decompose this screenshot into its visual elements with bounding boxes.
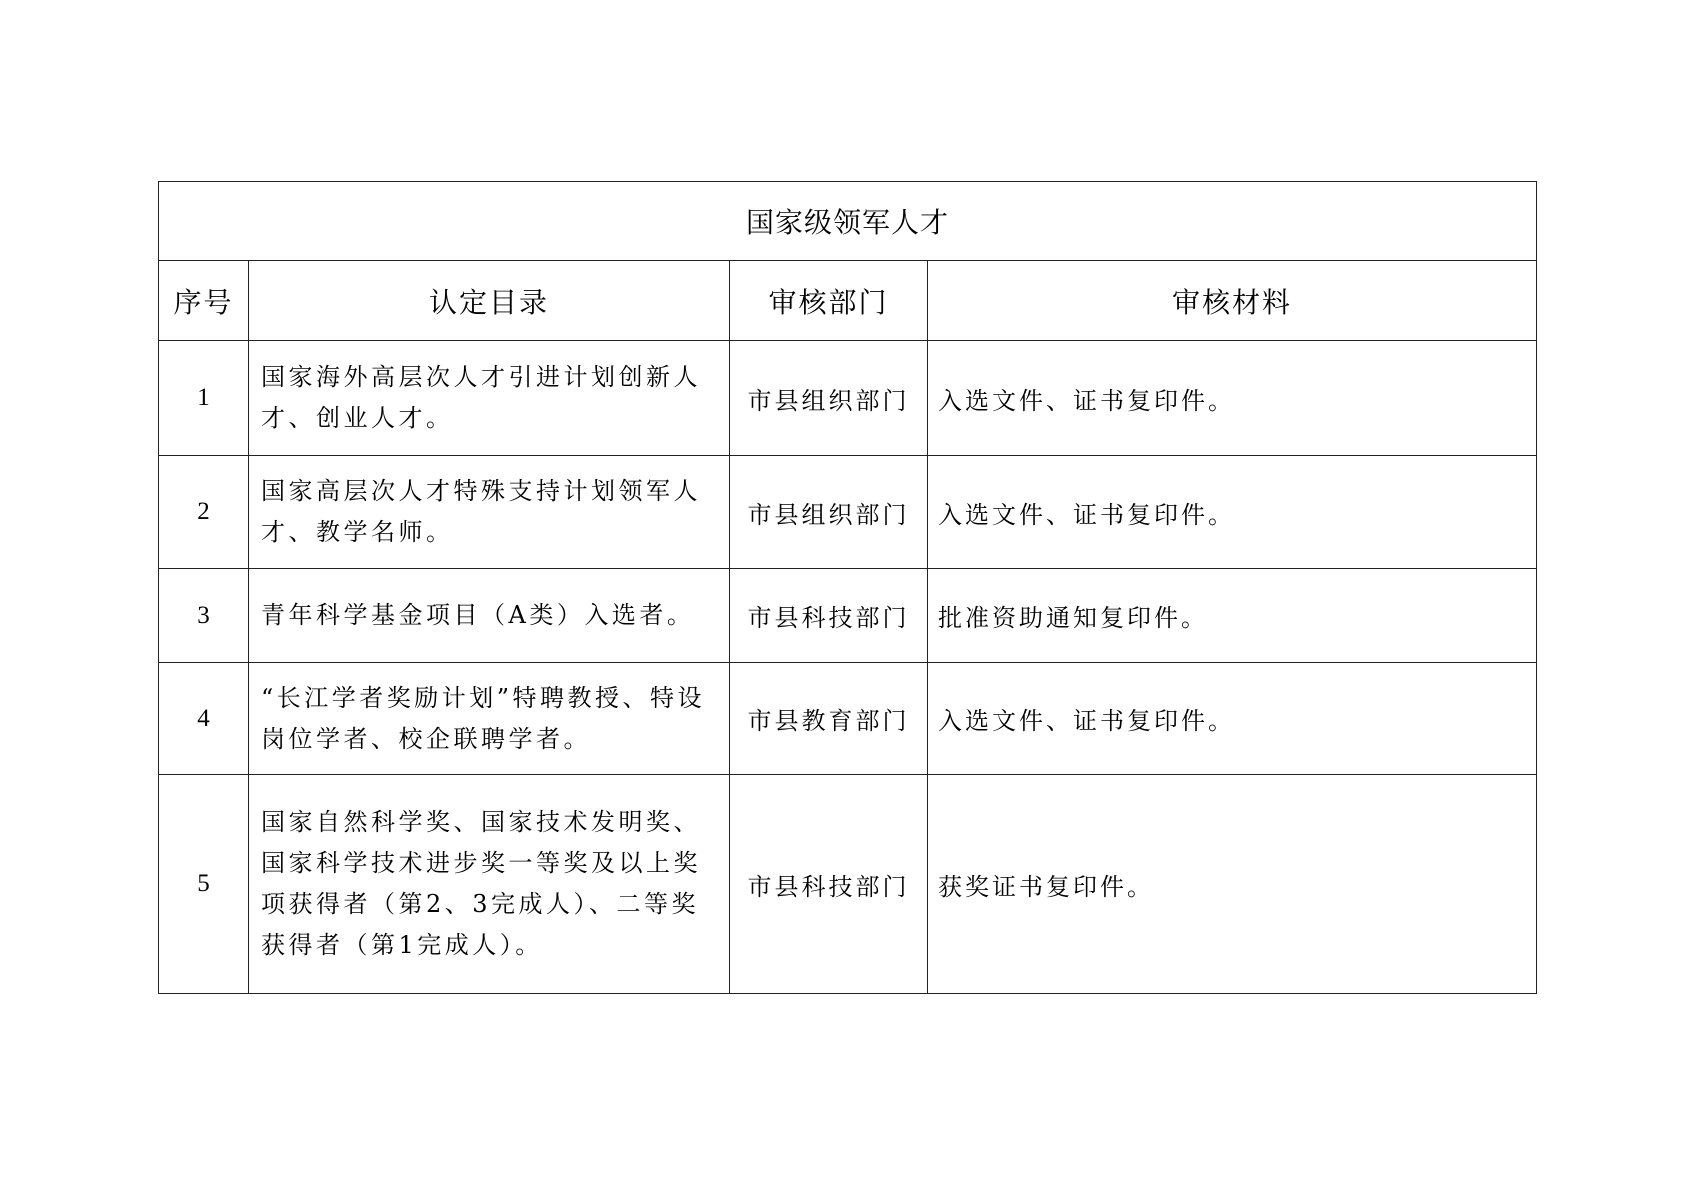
row-department: 市县科技部门 (730, 569, 928, 663)
row-materials: 批准资助通知复印件。 (928, 569, 1537, 663)
row-index: 5 (159, 775, 249, 994)
row-materials: 入选文件、证书复印件。 (928, 663, 1537, 775)
header-index: 序号 (159, 261, 249, 341)
row-department: 市县科技部门 (730, 775, 928, 994)
table-title: 国家级领军人才 (159, 182, 1537, 261)
table-row (159, 569, 1537, 663)
table-row (159, 663, 1537, 775)
row-index: 2 (159, 456, 249, 569)
row-catalog: 青年科学基金项目（A类）入选者。 (249, 569, 730, 663)
table-header-row (159, 261, 1537, 341)
table-row (159, 456, 1537, 569)
row-catalog: 国家自然科学奖、国家技术发明奖、国家科学技术进步奖一等奖及以上奖项获得者（第2、3完成人）、二等奖获得者（第1完成人）。 (249, 775, 730, 994)
row-department: 市县组织部门 (730, 456, 928, 569)
row-department: 市县教育部门 (730, 663, 928, 775)
row-materials: 入选文件、证书复印件。 (928, 341, 1537, 456)
row-materials: 获奖证书复印件。 (928, 775, 1537, 994)
row-index: 1 (159, 341, 249, 456)
header-materials: 审核材料 (928, 261, 1537, 341)
table-row (159, 775, 1537, 994)
table-title-row (159, 182, 1537, 261)
row-department: 市县组织部门 (730, 341, 928, 456)
row-catalog: 国家高层次人才特殊支持计划领军人才、教学名师。 (249, 456, 730, 569)
row-index: 4 (159, 663, 249, 775)
header-department: 审核部门 (730, 261, 928, 341)
row-index: 3 (159, 569, 249, 663)
header-catalog: 认定目录 (249, 261, 730, 341)
row-materials: 入选文件、证书复印件。 (928, 456, 1537, 569)
row-catalog: “长江学者奖励计划”特聘教授、特设岗位学者、校企联聘学者。 (249, 663, 730, 775)
table-row (159, 341, 1537, 456)
row-catalog: 国家海外高层次人才引进计划创新人才、创业人才。 (249, 341, 730, 456)
talent-catalog-table (158, 181, 1537, 994)
